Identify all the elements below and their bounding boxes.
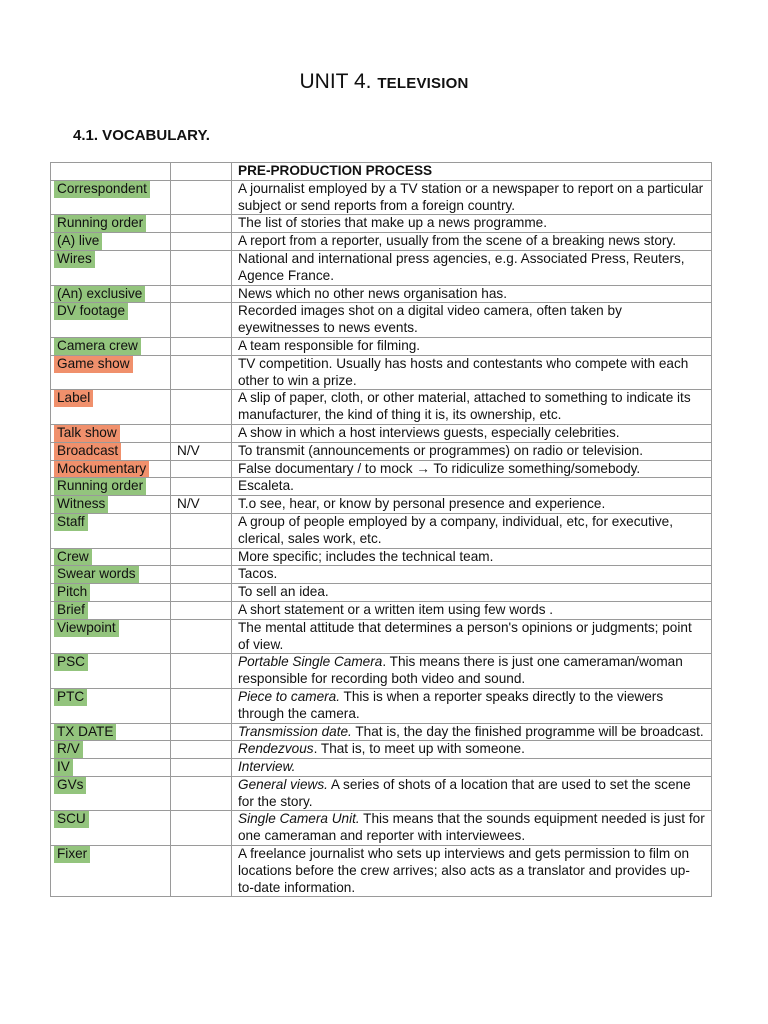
table-row <box>51 601 712 619</box>
definition-text: A short statement or a written item using few words . <box>238 601 554 617</box>
term-cell <box>51 390 171 425</box>
term-highlight: Running order <box>54 478 146 495</box>
term-highlight: (A) live <box>54 233 102 250</box>
definition-lead: Rendezvous <box>238 741 314 757</box>
table-row <box>51 584 712 602</box>
term-cell <box>51 776 171 811</box>
table-row <box>51 215 712 233</box>
term-cell <box>51 424 171 442</box>
definition-lead: Single Camera Unit. <box>238 811 360 827</box>
definition-text: False documentary / to mock → To ridiculize something/somebody. <box>238 460 641 476</box>
definition-cell <box>232 548 712 566</box>
part-of-speech-cell <box>171 759 232 777</box>
table-row <box>51 811 712 846</box>
term-cell <box>51 513 171 548</box>
term-cell <box>51 285 171 303</box>
definition-cell <box>232 424 712 442</box>
definition-cell <box>232 846 712 897</box>
term-cell <box>51 566 171 584</box>
definition-text: That is, the day the finished programme will be broadcast. <box>351 723 704 739</box>
table-row <box>51 723 712 741</box>
definition-text: . This means there is just one cameraman/woman responsible for recording both video and sound. <box>238 654 683 687</box>
part-of-speech-cell: N/V <box>171 442 232 460</box>
table-row <box>51 654 712 689</box>
definition-lead: Interview. <box>238 759 296 775</box>
part-of-speech-cell <box>171 601 232 619</box>
term-cell <box>51 442 171 460</box>
table-row <box>51 776 712 811</box>
term-cell <box>51 337 171 355</box>
part-of-speech-cell <box>171 250 232 285</box>
section-heading: 4.1. VOCABULARY. <box>73 127 210 144</box>
definition-text: A group of people employed by a company, individual, etc, for executive, clerical, sales work, etc. <box>238 513 674 546</box>
part-of-speech-cell <box>171 654 232 689</box>
definition-text: News which no other news organisation has. <box>238 285 508 301</box>
part-of-speech-cell <box>171 513 232 548</box>
definition-cell <box>232 811 712 846</box>
term-cell <box>51 688 171 723</box>
definition-cell <box>232 460 712 478</box>
part-of-speech-cell: N/V <box>171 496 232 514</box>
table-row <box>51 460 712 478</box>
table-row <box>51 741 712 759</box>
definition-cell <box>232 442 712 460</box>
definition-text: The list of stories that make up a news programme. <box>238 215 548 231</box>
part-of-speech-cell <box>171 741 232 759</box>
definition-text: TV competition. Usually has hosts and contestants who compete with each other to win a prize. <box>238 355 689 388</box>
table-row <box>51 513 712 548</box>
term-cell <box>51 741 171 759</box>
definition-lead: Transmission date. <box>238 723 352 739</box>
term-highlight: Talk show <box>54 425 120 442</box>
term-highlight: DV footage <box>54 303 128 320</box>
term-highlight: Swear words <box>54 566 139 583</box>
definition-cell <box>232 215 712 233</box>
definition-text: This means that the sounds equipment needed is just for one cameraman and reporter with interviewees. <box>238 811 705 844</box>
part-of-speech-cell <box>171 846 232 897</box>
table-row <box>51 619 712 654</box>
definition-text: To transmit (announcements or programmes) on radio or television. <box>238 442 643 458</box>
definition-text: T.o see, hear, or know by personal presence and experience. <box>238 496 606 512</box>
part-of-speech-cell <box>171 566 232 584</box>
definition-cell <box>232 566 712 584</box>
term-cell <box>51 548 171 566</box>
table-row <box>51 688 712 723</box>
term-cell <box>51 355 171 390</box>
definition-cell <box>232 759 712 777</box>
term-highlight: IV <box>54 759 73 776</box>
table-row <box>51 303 712 338</box>
term-highlight: Staff <box>54 514 88 531</box>
unit-title-sub: TELEVISION <box>377 75 469 92</box>
definition-lead: General views. <box>238 776 328 792</box>
header-empty-cell <box>51 163 171 181</box>
part-of-speech-cell <box>171 548 232 566</box>
definition-cell <box>232 250 712 285</box>
part-of-speech-cell <box>171 390 232 425</box>
table-row <box>51 355 712 390</box>
definition-text: A slip of paper, cloth, or other material, attached to something to indicate its manufacturer, the kind of thing it is, its ownership, etc. <box>238 390 691 423</box>
term-highlight: Game show <box>54 356 133 373</box>
definition-text: . That is, to meet up with someone. <box>313 741 525 757</box>
definition-cell <box>232 496 712 514</box>
term-highlight: Correspondent <box>54 181 150 198</box>
term-highlight: SCU <box>54 811 89 828</box>
term-cell <box>51 496 171 514</box>
term-cell <box>51 846 171 897</box>
part-of-speech-cell <box>171 811 232 846</box>
term-highlight: Label <box>54 390 93 407</box>
definition-cell <box>232 601 712 619</box>
definition-cell <box>232 233 712 251</box>
table-header: PRE-PRODUCTION PROCESS <box>232 163 712 181</box>
table-row <box>51 285 712 303</box>
definition-text: A series of shots of a location that are used to set the scene for the story. <box>238 776 691 809</box>
part-of-speech-cell <box>171 688 232 723</box>
table-row <box>51 233 712 251</box>
part-of-speech-cell <box>171 285 232 303</box>
term-cell <box>51 303 171 338</box>
term-cell <box>51 601 171 619</box>
part-of-speech-cell <box>171 180 232 215</box>
definition-cell <box>232 513 712 548</box>
definition-text: More specific; includes the technical team. <box>238 548 494 564</box>
term-highlight: Viewpoint <box>54 620 119 637</box>
part-of-speech-cell <box>171 723 232 741</box>
term-highlight: TX DATE <box>54 724 116 741</box>
term-cell <box>51 478 171 496</box>
table-row <box>51 846 712 897</box>
vocabulary-table <box>50 162 712 897</box>
unit-title <box>0 70 768 94</box>
table-body <box>51 180 712 897</box>
definition-text: A show in which a host interviews guests, especially celebrities. <box>238 424 620 440</box>
definition-cell <box>232 303 712 338</box>
part-of-speech-cell <box>171 619 232 654</box>
term-highlight: Wires <box>54 251 95 268</box>
definition-cell <box>232 741 712 759</box>
definition-text: Recorded images shot on a digital video camera, often taken by eyewitnesses to news events. <box>238 303 622 336</box>
definition-text: Escaleta. <box>238 478 294 494</box>
part-of-speech-cell <box>171 215 232 233</box>
definition-cell <box>232 478 712 496</box>
part-of-speech-cell <box>171 776 232 811</box>
table-header-row <box>51 163 712 181</box>
table-row <box>51 250 712 285</box>
table-row <box>51 496 712 514</box>
part-of-speech-cell <box>171 478 232 496</box>
definition-text: To sell an idea. <box>238 584 329 600</box>
definition-lead: Piece to camera. <box>238 688 340 704</box>
part-of-speech-cell <box>171 584 232 602</box>
term-highlight: Fixer <box>54 846 90 863</box>
unit-title-main: UNIT 4. <box>299 70 372 93</box>
definition-text: The mental attitude that determines a person's opinions or judgments; point of view. <box>238 619 692 652</box>
term-cell <box>51 723 171 741</box>
term-highlight: (An) exclusive <box>54 286 145 303</box>
definition-cell <box>232 355 712 390</box>
table-row <box>51 180 712 215</box>
definition-cell <box>232 654 712 689</box>
term-cell <box>51 233 171 251</box>
definition-cell <box>232 723 712 741</box>
part-of-speech-cell <box>171 460 232 478</box>
definition-lead: Portable Single Camera <box>238 654 383 670</box>
term-cell <box>51 180 171 215</box>
table-row <box>51 424 712 442</box>
term-highlight: R/V <box>54 741 83 758</box>
definition-cell <box>232 285 712 303</box>
table-row <box>51 566 712 584</box>
definition-text: A freelance journalist who sets up interviews and gets permission to film on locations before the crew arrives; also acts as a translator and provides up-to-date information. <box>238 846 690 895</box>
definition-cell <box>232 390 712 425</box>
term-highlight: Running order <box>54 215 146 232</box>
term-cell <box>51 759 171 777</box>
definition-cell <box>232 619 712 654</box>
term-cell <box>51 811 171 846</box>
definition-text: A journalist employed by a TV station or a newspaper to report on a particular subject or send reports from a foreign country. <box>238 180 704 213</box>
header-empty-cell <box>171 163 232 181</box>
term-cell <box>51 460 171 478</box>
term-cell <box>51 584 171 602</box>
term-highlight: Witness <box>54 496 108 513</box>
definition-cell <box>232 688 712 723</box>
part-of-speech-cell <box>171 233 232 251</box>
term-cell <box>51 250 171 285</box>
term-cell <box>51 619 171 654</box>
table-row <box>51 548 712 566</box>
term-highlight: Broadcast <box>54 443 121 460</box>
term-highlight: Mockumentary <box>54 461 149 478</box>
part-of-speech-cell <box>171 337 232 355</box>
term-highlight: PSC <box>54 654 88 671</box>
term-highlight: GVs <box>54 777 86 794</box>
term-highlight: Crew <box>54 549 92 566</box>
term-highlight: PTC <box>54 689 87 706</box>
part-of-speech-cell <box>171 355 232 390</box>
definition-text: National and international press agencies, e.g. Associated Press, Reuters, Agence France. <box>238 250 685 283</box>
definition-text: This is when a reporter speaks directly to the viewers through the camera. <box>238 688 664 721</box>
definition-text: A report from a reporter, usually from the scene of a breaking news story. <box>238 233 676 249</box>
table-row <box>51 478 712 496</box>
definition-text: Tacos. <box>238 566 278 582</box>
term-cell <box>51 215 171 233</box>
table-row <box>51 442 712 460</box>
definition-cell <box>232 584 712 602</box>
definition-cell <box>232 776 712 811</box>
table-row <box>51 390 712 425</box>
term-highlight: Pitch <box>54 584 90 601</box>
part-of-speech-cell <box>171 424 232 442</box>
term-highlight: Camera crew <box>54 338 141 355</box>
term-highlight: Brief <box>54 602 88 619</box>
definition-cell <box>232 337 712 355</box>
table-row <box>51 337 712 355</box>
term-cell <box>51 654 171 689</box>
definition-cell <box>232 180 712 215</box>
part-of-speech-cell <box>171 303 232 338</box>
table-row <box>51 759 712 777</box>
definition-text: A team responsible for filming. <box>238 337 421 353</box>
